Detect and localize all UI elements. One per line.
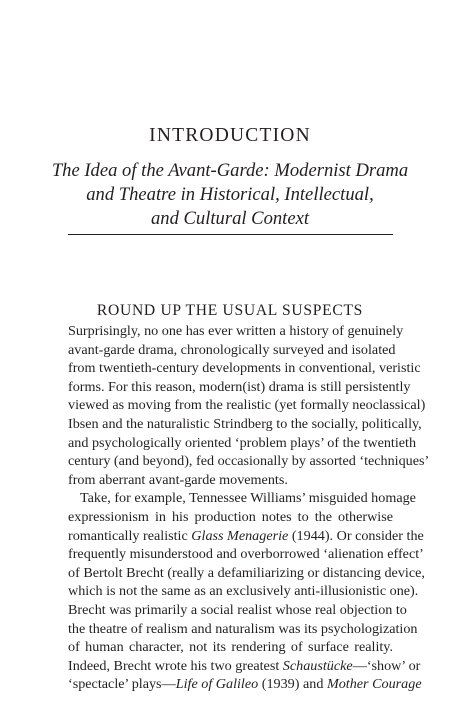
- text-line: viewed as moving from the realistic (yet formally neoclassical): [68, 397, 426, 414]
- text-run: Indeed, Brecht wrote his two greatest: [68, 657, 283, 674]
- text-run: (1939) and: [258, 676, 327, 693]
- paragraph-2: [68, 489, 425, 694]
- chapter-subtitle-line: and Theatre in Historical, Intellectual,: [86, 184, 374, 205]
- text-line: Brecht was primarily a social realist whose real objection to: [68, 601, 407, 618]
- text-line: [68, 657, 421, 676]
- foreign-term: Schaustücke: [282, 657, 353, 674]
- text-run: —‘show’ or: [352, 657, 421, 674]
- chapter-subtitle: [40, 159, 420, 231]
- body-text: [68, 322, 430, 694]
- chapter-subtitle-line: and Cultural Context: [150, 208, 310, 229]
- text-line: and psychologically oriented ‘problem plays’ of the twentieth: [68, 434, 417, 451]
- text-line: avant-garde drama, chronologically surveyed and isolated: [68, 341, 396, 358]
- text-line: frequently misunderstood and overborrowed ‘alienation effect’: [68, 546, 424, 563]
- text-line: from aberrant avant-garde movements.: [68, 471, 288, 488]
- text-line: Ibsen and the naturalistic Strindberg to the socially, politically,: [68, 415, 422, 432]
- text-line: Take, for example, Tennessee Williams’ misguided homage: [80, 490, 416, 507]
- chapter-title: INTRODUCTION: [149, 125, 311, 146]
- title-divider: [68, 234, 393, 235]
- text-line: century (and beyond), fed occasionally by assorted ‘techniques’: [68, 453, 430, 470]
- text-line: the theatre of realism and naturalism was its psychologization: [68, 620, 418, 637]
- text-run: ‘spectacle’ plays—: [68, 676, 176, 693]
- text-run: romantically realistic: [68, 527, 192, 544]
- section-heading: ROUND UP THE USUAL SUSPECTS: [96, 302, 364, 319]
- text-line: of Bertolt Brecht (really a defamiliarizing or distancing device,: [68, 564, 425, 581]
- text-line: forms. For this reason, modern(ist) drama is still persistently: [68, 378, 411, 395]
- text-line: which is not the same as an exclusively anti-illusionistic one).: [68, 583, 419, 600]
- text-line: [68, 527, 424, 546]
- work-title: Mother Courage: [326, 676, 422, 693]
- work-title: Glass Menagerie: [191, 527, 289, 544]
- work-title: Life of Galileo: [175, 676, 259, 693]
- text-run: (1944). Or consider the: [288, 527, 424, 544]
- text-line: [68, 675, 422, 694]
- text-line: of human character, not its rendering of surface reality.: [68, 639, 393, 656]
- text-line: expressionism in his production notes to the otherwise: [68, 508, 393, 525]
- text-line: from twentieth-century developments in conventional, veristic: [68, 360, 421, 377]
- paragraph-1: [68, 322, 430, 489]
- chapter-subtitle-line: The Idea of the Avant-Garde: Modernist Drama: [51, 160, 409, 181]
- text-line: Surprisingly, no one has ever written a history of genuinely: [68, 323, 404, 339]
